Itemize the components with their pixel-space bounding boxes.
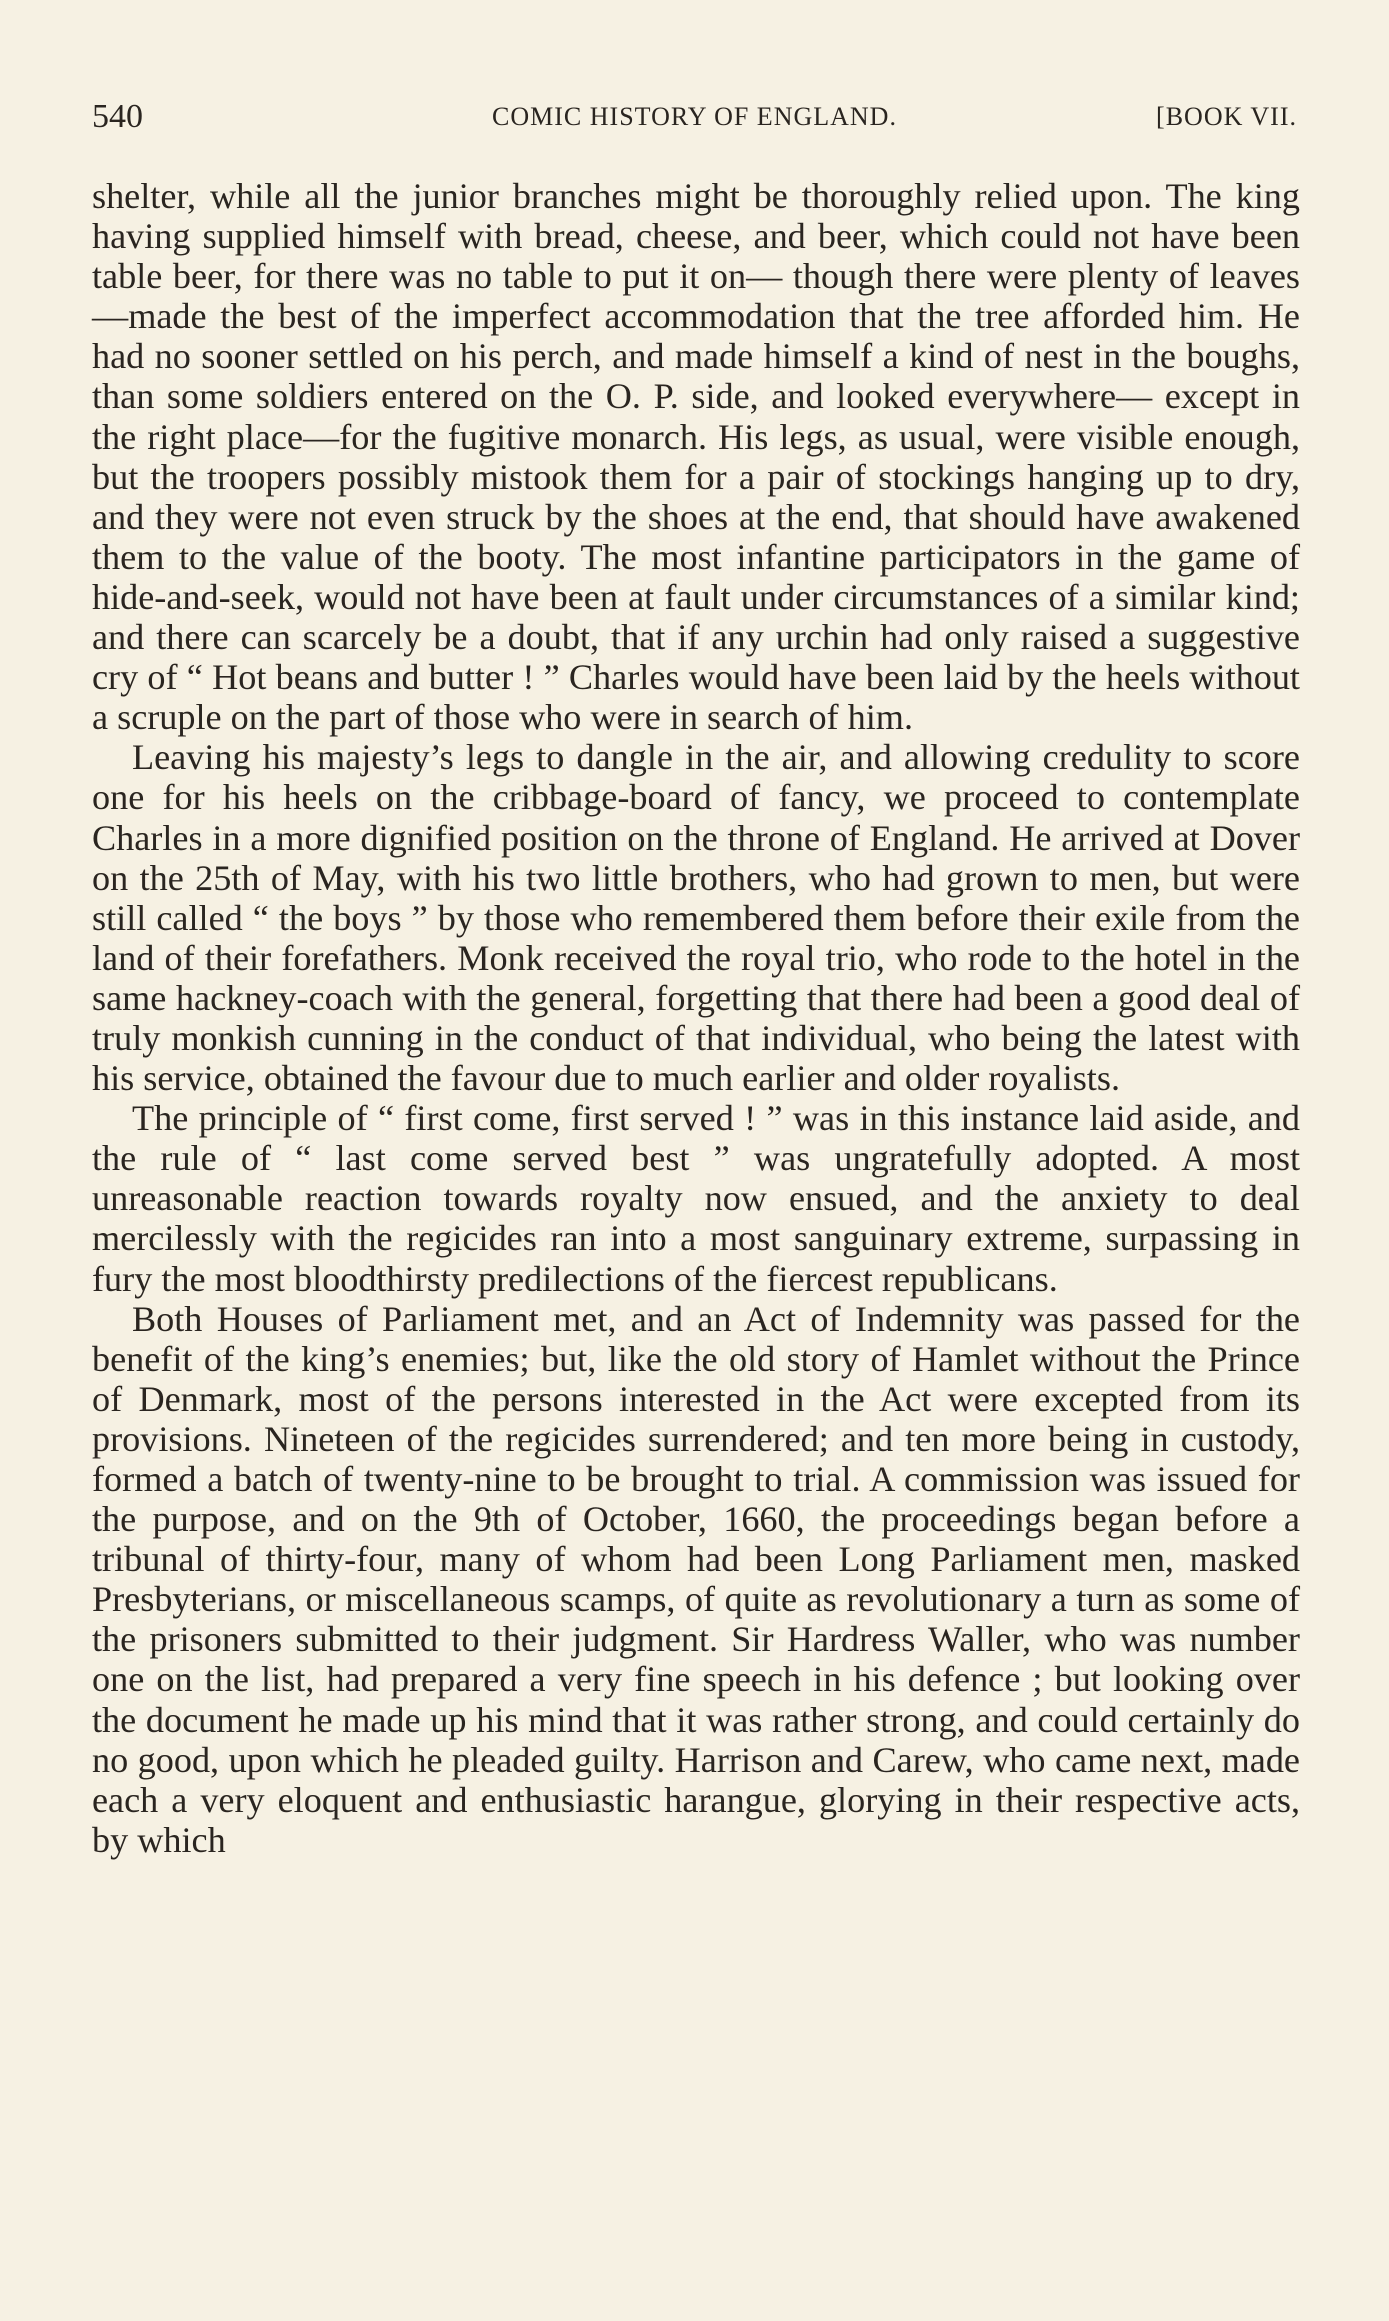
paragraph: shelter, while all the junior branches might be thoroughly relied upon. The king having supplied himself with bread, cheese, and beer, which could not have been table beer, for there was no table to put it on— though there were plenty of leaves—made the best of the imperfect accommodation that the tree afforded him. He had no sooner settled on his perch, and made himself a kind of nest in the boughs, than some soldiers entered on the O. P. side, and looked everywhere— except in the right place—for the fugitive monarch. His legs, as usual, were visible enough, but the troopers possibly mistook them for a pair of stockings hanging up to dry, and they were not even struck by the shoes at the end, that should have awakened them to the value of the booty. The most infantine participators in the game of hide-and-seek, would not have been at fault under circumstances of a similar kind; and there can scarcely be a doubt, that if any urchin had only raised a suggestive cry of “ Hot beans and butter ! ” Charles would have been laid by the heels without a scruple on the part of those who were in search of him. (92, 176, 1300, 738)
body-text (92, 176, 1300, 1860)
book-marker: [BOOK VII. (1156, 102, 1297, 131)
paragraph: Leaving his majesty’s legs to dangle in the air, and allowing credulity to score one for his heels on the cribbage-board of fancy, we proceed to contemplate Charles in a more dignified position on the throne of England. He arrived at Dover on the 25th of May, with his two little brothers, who had grown to men, but were still called “ the boys ” by those who remembered them before their exile from the land of their forefathers. Monk received the royal trio, who rode to the hotel in the same hackney-coach with the general, forgetting that there had been a good deal of truly monkish cunning in the conduct of that individual, who being the latest with his service, obtained the favour due to much earlier and older royalists. (92, 737, 1300, 1099)
paragraph: Both Houses of Parliament met, and an Act of Indemnity was passed for the benefit of the king’s enemies; but, like the old story of Hamlet without the Prince of Denmark, most of the persons interested in the Act were excepted from its provisions. Nineteen of the regicides surrendered; and ten more being in custody, formed a batch of twenty-nine to be brought to trial. A commission was issued for the purpose, and on the 9th of October, 1660, the proceedings began before a tribunal of thirty-four, many of whom had been Long Parliament men, masked Presbyterians, or miscellaneous scamps, of quite as revolutionary a turn as some of the prisoners submitted to their judgment. Sir Hardress Waller, who was number one on the list, had prepared a very fine speech in his defence ; but looking over the document he made up his mind that it was rather strong, and could certainly do no good, upon which he pleaded guilty. Harrison and Carew, who came next, made each a very eloquent and enthusiastic harangue, glorying in their respective acts, by which (92, 1298, 1300, 1860)
running-title: COMIC HISTORY OF ENGLAND. (492, 102, 897, 131)
running-header (92, 98, 1297, 138)
paragraph: The principle of “ first come, first served ! ” was in this instance laid aside, and the rule of “ last come served best ” was ungratefully adopted. A most unreasonable reaction towards royalty now ensued, and the anxiety to deal mercilessly with the regicides ran into a most sanguinary extreme, surpassing in fury the most bloodthirsty predilections of the fiercest republicans. (92, 1098, 1300, 1299)
page-number: 540 (92, 98, 143, 135)
